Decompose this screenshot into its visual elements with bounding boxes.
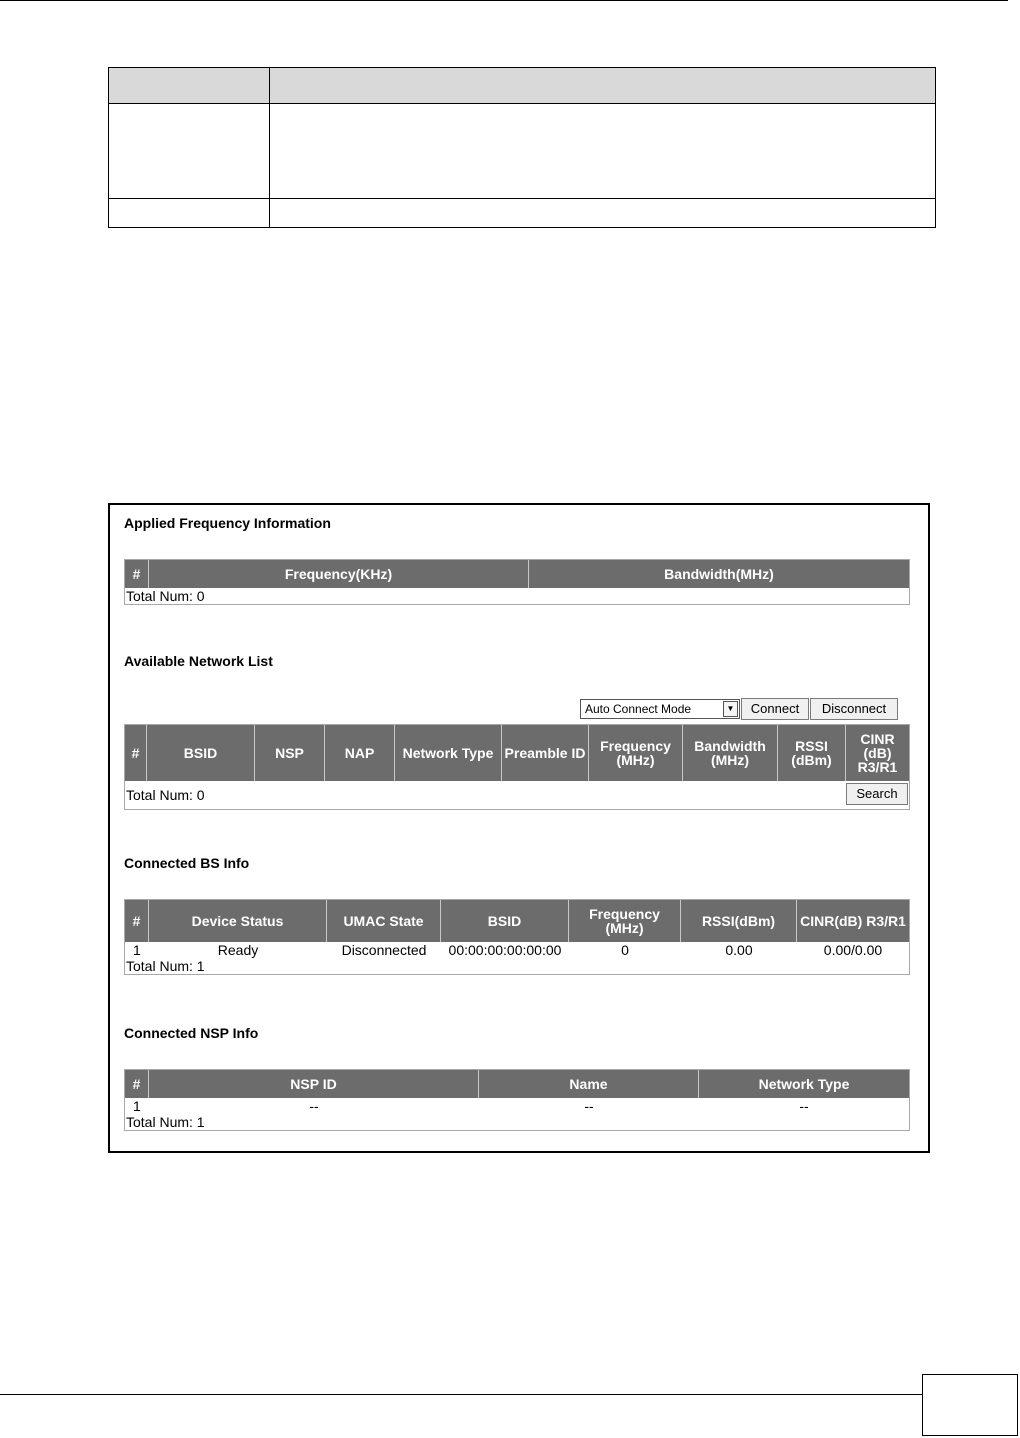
col-header-cinr: CINR (dB) R3/R1 — [857, 731, 898, 775]
col-header-umac-state: UMAC State — [327, 900, 441, 942]
col-header-frequency: Frequency (MHz) — [589, 725, 683, 781]
applied-frequency-table — [124, 559, 910, 605]
col-header-frequency: Frequency(KHz) — [149, 560, 529, 588]
applied-frequency-total: Total Num: 0 — [126, 588, 205, 604]
table-row — [125, 1098, 909, 1114]
applied-frequency-title: Applied Frequency Information — [124, 515, 331, 531]
col-header-nsp: NSP — [255, 725, 325, 781]
chevron-down-icon[interactable]: ▼ — [723, 701, 738, 717]
col-header-rssi: RSSI (dBm) — [778, 725, 846, 781]
bs-info-header — [125, 900, 909, 942]
cell-frequency: 0 — [621, 942, 629, 958]
col-header-nsp-id: NSP ID — [149, 1070, 479, 1098]
cell-nsp-id: -- — [309, 1098, 319, 1114]
nsp-info-title: Connected NSP Info — [124, 1025, 259, 1041]
cell-rssi: 0.00 — [725, 942, 753, 958]
cell-device-status: Ready — [217, 942, 259, 958]
bs-info-table — [124, 899, 910, 975]
col-header-bandwidth: Bandwidth(MHz) — [664, 566, 774, 582]
col-header-preamble-id: Preamble ID — [502, 725, 589, 781]
cell-name: -- — [584, 1098, 594, 1114]
col-header-bsid: BSID — [441, 900, 569, 942]
col-header-rssi: RSSI(dBm) — [681, 900, 797, 942]
search-button[interactable]: Search — [846, 783, 908, 805]
cell-bsid: 00:00:00:00:00:00 — [448, 942, 562, 958]
col-header-num: # — [125, 725, 147, 781]
nsp-info-header — [125, 1070, 909, 1098]
col-header-nap: NAP — [325, 725, 395, 781]
document-table — [108, 67, 936, 228]
col-header-frequency: Frequency (MHz) — [569, 900, 681, 942]
cell-num: 1 — [133, 1098, 141, 1114]
page-top-rule — [0, 0, 1008, 1]
col-header-device-status: Device Status — [149, 900, 327, 942]
col-header-cinr: CINR(dB) R3/R1 — [800, 913, 906, 929]
nsp-info-total: Total Num: 1 — [126, 1114, 205, 1130]
col-header-bandwidth: Bandwidth (MHz) — [683, 725, 778, 781]
disconnect-button[interactable]: Disconnect — [810, 698, 898, 720]
page-number-box — [922, 1374, 1018, 1436]
col-header-num: # — [125, 900, 149, 942]
cell-cinr: 0.00/0.00 — [823, 942, 883, 958]
table-row — [125, 942, 909, 958]
document-table-row — [109, 199, 936, 228]
document-table-header — [109, 68, 936, 104]
connect-mode-value: Auto Connect Mode — [585, 702, 692, 716]
connect-button[interactable]: Connect — [741, 698, 809, 720]
bs-info-total: Total Num: 1 — [126, 958, 205, 974]
nsp-info-table — [124, 1069, 910, 1131]
cell-umac-state: Disconnected — [341, 942, 427, 958]
document-table-row — [109, 104, 936, 199]
col-header-network-type: Network Type — [758, 1076, 850, 1092]
applied-frequency-header — [125, 560, 909, 588]
network-list-title: Available Network List — [124, 653, 273, 669]
bs-info-title: Connected BS Info — [124, 855, 250, 871]
wimax-status-screenshot — [108, 503, 930, 1153]
col-header-bsid: BSID — [147, 725, 255, 781]
col-header-num: # — [125, 560, 149, 588]
col-header-num: # — [125, 1070, 149, 1098]
network-list-table — [124, 724, 910, 810]
page-bottom-rule — [0, 1394, 922, 1395]
cell-num: 1 — [133, 942, 141, 958]
cell-network-type: -- — [799, 1098, 809, 1114]
network-list-total: Total Num: 0 — [126, 787, 205, 803]
col-header-name: Name — [479, 1070, 699, 1098]
network-list-header — [125, 725, 909, 781]
connect-mode-select[interactable] — [580, 699, 740, 719]
col-header-network-type: Network Type — [395, 725, 502, 781]
